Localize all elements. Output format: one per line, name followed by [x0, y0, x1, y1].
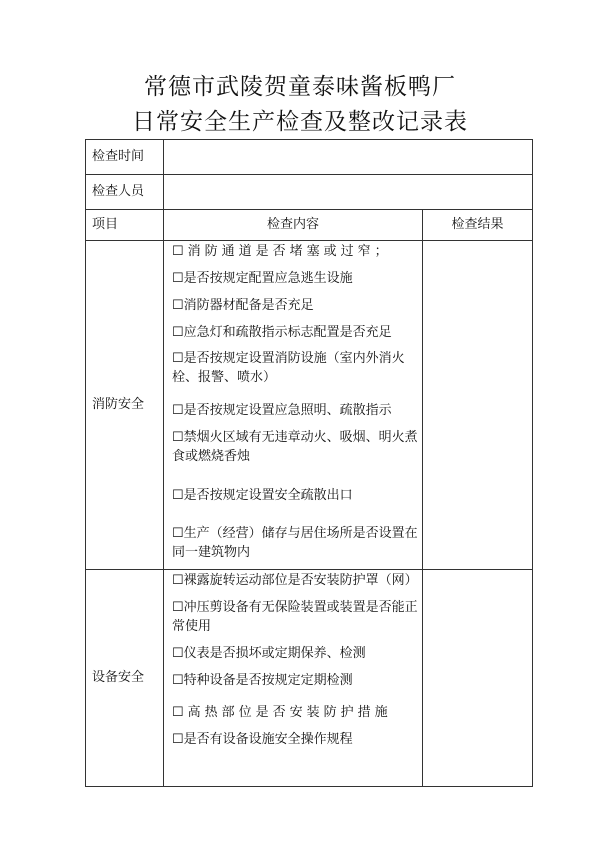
fire-safety-result[interactable] — [423, 241, 533, 570]
checklist-item: ☐应急灯和疏散指示标志配置是否充足 — [172, 324, 392, 340]
equipment-safety-items — [164, 570, 423, 787]
fire-safety-row — [86, 241, 533, 570]
checklist-item: ☐禁烟火区域有无违章动火、吸烟、明火煮食或燃烧香烛 — [172, 429, 418, 464]
checklist-item: ☐特种设备是否按规定定期检测 — [172, 672, 353, 688]
inspection-time-label: 检查时间 — [86, 140, 164, 175]
equipment-safety-result[interactable] — [423, 570, 533, 787]
checklist-item: ☐裸露旋转运动部位是否安装防护罩（网） — [172, 573, 418, 589]
checklist-item: ☐是否按规定设置安全疏散出口 — [172, 487, 353, 503]
checklist-item: ☐消防通道是否堵塞或过窄； — [172, 244, 392, 259]
inspection-table — [85, 139, 533, 787]
header-result: 检查结果 — [423, 210, 533, 241]
fire-safety-items — [164, 241, 423, 570]
checklist-item: ☐冲压剪设备有无保险装置或装置是否能正常使用 — [172, 599, 418, 634]
inspector-label: 检查人员 — [86, 175, 164, 210]
document-title-line2: 日常安全生产检查及整改记录表 — [132, 109, 468, 135]
inspection-time-row — [86, 140, 533, 175]
inspector-value[interactable] — [164, 175, 533, 210]
header-item: 项目 — [86, 210, 164, 241]
equipment-safety-label: 设备安全 — [86, 570, 164, 787]
checklist-item: ☐是否按规定设置消防设施（室内外消火栓、报警、喷水） — [172, 351, 405, 386]
checklist-item: ☐生产（经营）储存与居住场所是否设置在同一建筑物内 — [172, 526, 418, 561]
checklist-item: ☐是否按规定配置应急逃生设施 — [172, 270, 353, 286]
checklist-item: ☐高热部位是否安装防护措施 — [172, 705, 392, 721]
checklist-item: ☐是否有设备设施安全操作规程 — [172, 732, 353, 748]
document-title-line1: 常德市武陵贺童泰味酱板鸭厂 — [144, 74, 456, 100]
header-content: 检查内容 — [164, 210, 423, 241]
fire-safety-label: 消防安全 — [86, 241, 164, 570]
equipment-safety-row — [86, 570, 533, 787]
checklist-item: ☐仪表是否损坏或定期保养、检测 — [172, 645, 366, 661]
inspection-time-value[interactable] — [164, 140, 533, 175]
inspector-row — [86, 175, 533, 210]
table-header-row — [86, 210, 533, 241]
checklist-item: ☐消防器材配备是否充足 — [172, 297, 314, 313]
checklist-item: ☐是否按规定设置应急照明、疏散指示 — [172, 403, 392, 419]
